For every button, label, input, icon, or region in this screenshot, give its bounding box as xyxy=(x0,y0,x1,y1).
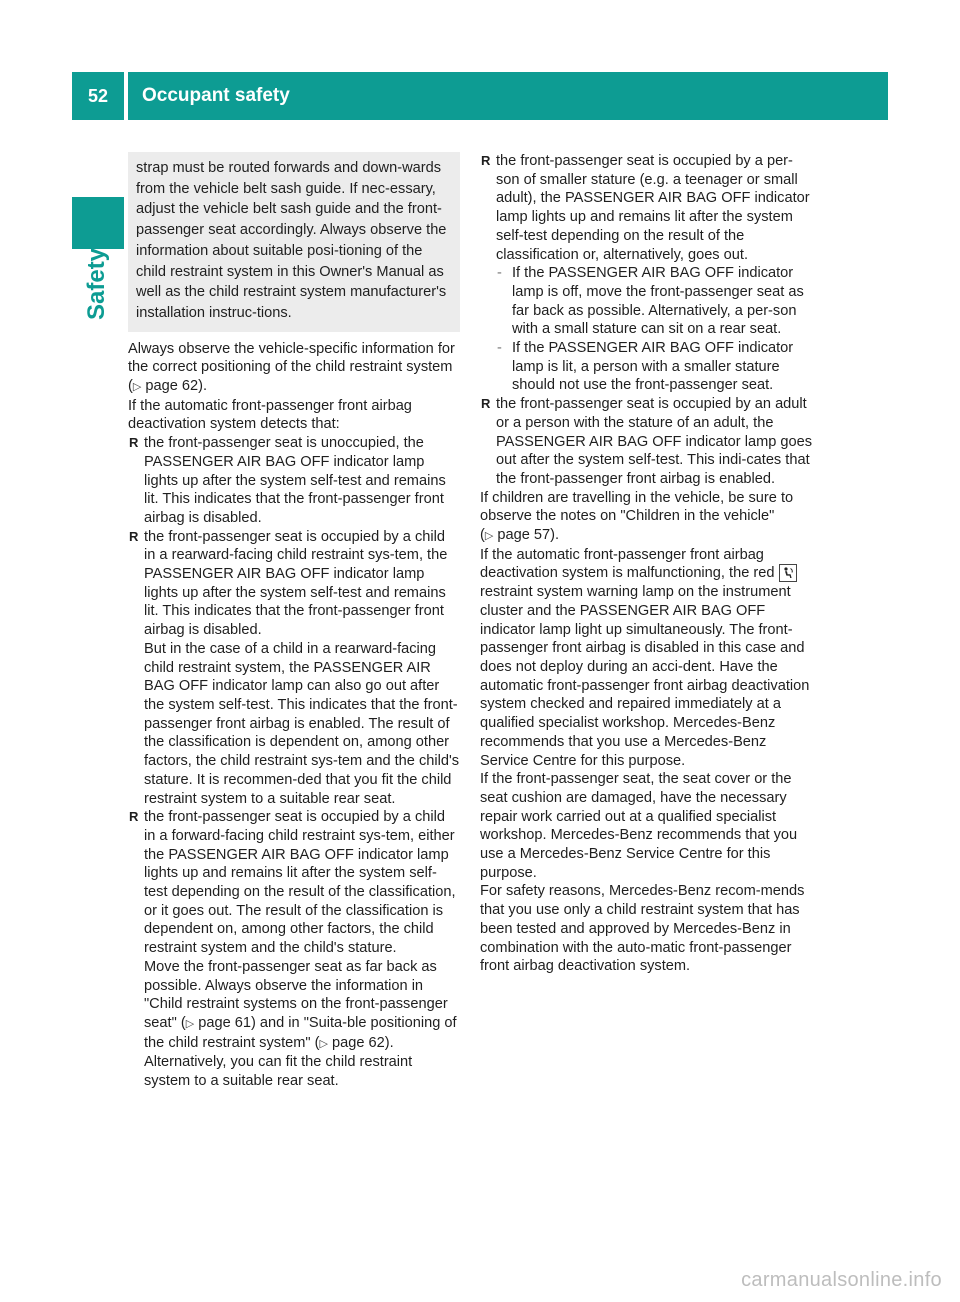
paragraph-text: Always observe the vehicle-specific information for the correct positioning of the child restraint system ( xyxy=(128,340,455,395)
note-box xyxy=(128,152,460,332)
page-reference[interactable]: page 62). xyxy=(145,378,208,395)
triangle-right-icon: ▷ xyxy=(319,1037,328,1050)
list-item xyxy=(128,434,460,528)
bullet-r-icon: R xyxy=(481,153,491,168)
paragraph: For safety reasons, Mercedes-Benz recom-mends that you use only a child restraint system that has been tested and approved by Mercedes-Benz in combination with the auto-matic front-passenger front airbag deactivation system. xyxy=(480,883,805,975)
list-item-text: the front-passenger seat is occupied by a child in a forward-facing child restraint sys-tem, either the PASSENGER AIR BAG OFF indicator lamp lights up and remains lit after the system self-test depending on the result of the classification, or it goes out. The result of the classification is dependent on, among other factors, the child restraint system and the child's stature. xyxy=(144,809,456,957)
list-item-text-part: Move the front-passenger seat as far back as possible. Always observe the information in "Child restraint systems on the front-passenger seat" ( xyxy=(144,958,448,1031)
page-reference[interactable]: page 62). Alternatively, you can fit the child restraint system to a suitable rear seat. xyxy=(144,1034,413,1090)
watermark: carmanualsonline.info xyxy=(741,1269,942,1291)
triangle-right-icon: ▷ xyxy=(484,530,494,543)
paragraph-text: restraint system warning lamp on the instrument cluster and the PASSENGER AIR BAG OFF indicator lamp light up simultaneously. The front-passenger front airbag is disabled in this case and does not deploy during an acci-dent. Have the automatic front-passenger front airbag deactivation system checked and repaired immediately at a qualified specialist workshop. Mercedes-Benz recommends that you use a Mercedes-Benz Service Centre for this purpose. xyxy=(480,584,810,769)
left-column xyxy=(128,152,460,1091)
page-number: 52 xyxy=(72,72,124,120)
section-label: Safety xyxy=(83,247,110,320)
list-item-text: the front-passenger seat is occupied by a child in a rearward-facing child restraint sys-tem, the PASSENGER AIR BAG OFF indicator lamp lights up after the system self-test and remains lit. This indicates that the front-passenger front airbag is disabled. xyxy=(144,528,448,639)
bullet-r-icon: R xyxy=(129,528,139,544)
right-column xyxy=(480,152,814,976)
sub-list-item-text: If the PASSENGER AIR BAG OFF indicator lamp is off, move the front-passenger seat as far back as possible. Alternatively, a per-son with a small stature can sit on a rear seat. xyxy=(512,265,804,338)
page-reference[interactable]: page 57). xyxy=(497,527,560,544)
seated-person-airbag-icon xyxy=(779,564,797,582)
paragraph-text: If children are travelling in the vehicle, be sure to observe the notes on "Children in the vehicle" ( xyxy=(480,489,794,544)
bullet-r-icon: R xyxy=(481,396,491,412)
list-item-text: But in the case of a child in a rearward-facing child restraint system, the PASSENGER AIR BAG OFF indicator lamp can also go out after the system self-test. This indicates that the front-passenger front airbag is enabled. The result of the classification is dependent on, among other factors, the child restraint sys-tem and the child's stature. It is recommen-ded that you fit the child restraint system to a suitable rear seat. xyxy=(144,640,460,807)
list-item-continuation xyxy=(128,958,460,1091)
list-item xyxy=(480,395,814,489)
section-marker xyxy=(72,197,124,249)
list-item xyxy=(128,808,460,958)
dash-icon: - xyxy=(497,265,502,282)
triangle-right-icon: ▷ xyxy=(185,1017,195,1030)
paragraph: If the front-passenger seat, the seat cover or the seat cushion are damaged, have the necessary repair work carried out at a qualified specialist workshop. Mercedes-Benz recommends that you use a Mercedes-Benz Service Centre for this purpose. xyxy=(480,771,798,881)
list-item-text: the front-passenger seat is unoccupied, the PASSENGER AIR BAG OFF indicator lamp lights up after the system self-test and remains lit. This indicates that the front-passenger front airbag is disabled. xyxy=(144,435,446,526)
list-item-text: the front-passenger seat is occupied by an adult or a person with the stature of an adult, the PASSENGER AIR BAG OFF indicator lamp goes out after the system self-test. This indi-cates that the front-passenger front airbag is enabled. xyxy=(496,396,813,487)
paragraph xyxy=(480,489,814,546)
sub-list-item xyxy=(480,339,814,395)
bullet-r-icon: R xyxy=(129,809,139,825)
paragraph xyxy=(480,546,814,770)
page-title: Occupant safety xyxy=(128,72,888,120)
list-item xyxy=(128,528,460,640)
sub-list-item xyxy=(480,264,814,339)
list-item-text xyxy=(144,958,460,1091)
list-item xyxy=(480,152,814,264)
paragraph xyxy=(128,340,460,397)
list-item-text: the front-passenger seat is occupied by a per-son of smaller stature (e.g. a teenager or small adult), the PASSENGER AIR BAG OFF indicator lamp lights up and remains lit after the system self-test depending on the result of the classification or, alternatively, goes out. xyxy=(496,153,810,263)
note-text: strap must be routed forwards and down-wards from the vehicle belt sash guide. If nec-essary, adjust the vehicle belt sash guide and the front-passenger seat accordingly. Always observe the information about suitable posi-tioning of the child restraint system in this Owner's Manual as well as the child restraint system manufacturer's installation instruc-tions. xyxy=(136,160,447,321)
bullet-r-icon: R xyxy=(129,435,139,451)
page-reference[interactable]: page 61) and in "Suita-ble positioning of the child restraint system" ( xyxy=(144,1014,457,1051)
sub-list-item-text: If the PASSENGER AIR BAG OFF indicator lamp is lit, a person with a smaller stature should not use the front-passenger seat. xyxy=(512,340,794,394)
list-item-continuation xyxy=(128,640,460,808)
dash-icon: - xyxy=(497,340,502,357)
triangle-right-icon: ▷ xyxy=(132,381,142,394)
paragraph-text: If the automatic front-passenger front airbag deactivation system is malfunctioning, the red xyxy=(480,546,775,582)
paragraph: If the automatic front-passenger front airbag deactivation system detects that: xyxy=(128,397,412,433)
